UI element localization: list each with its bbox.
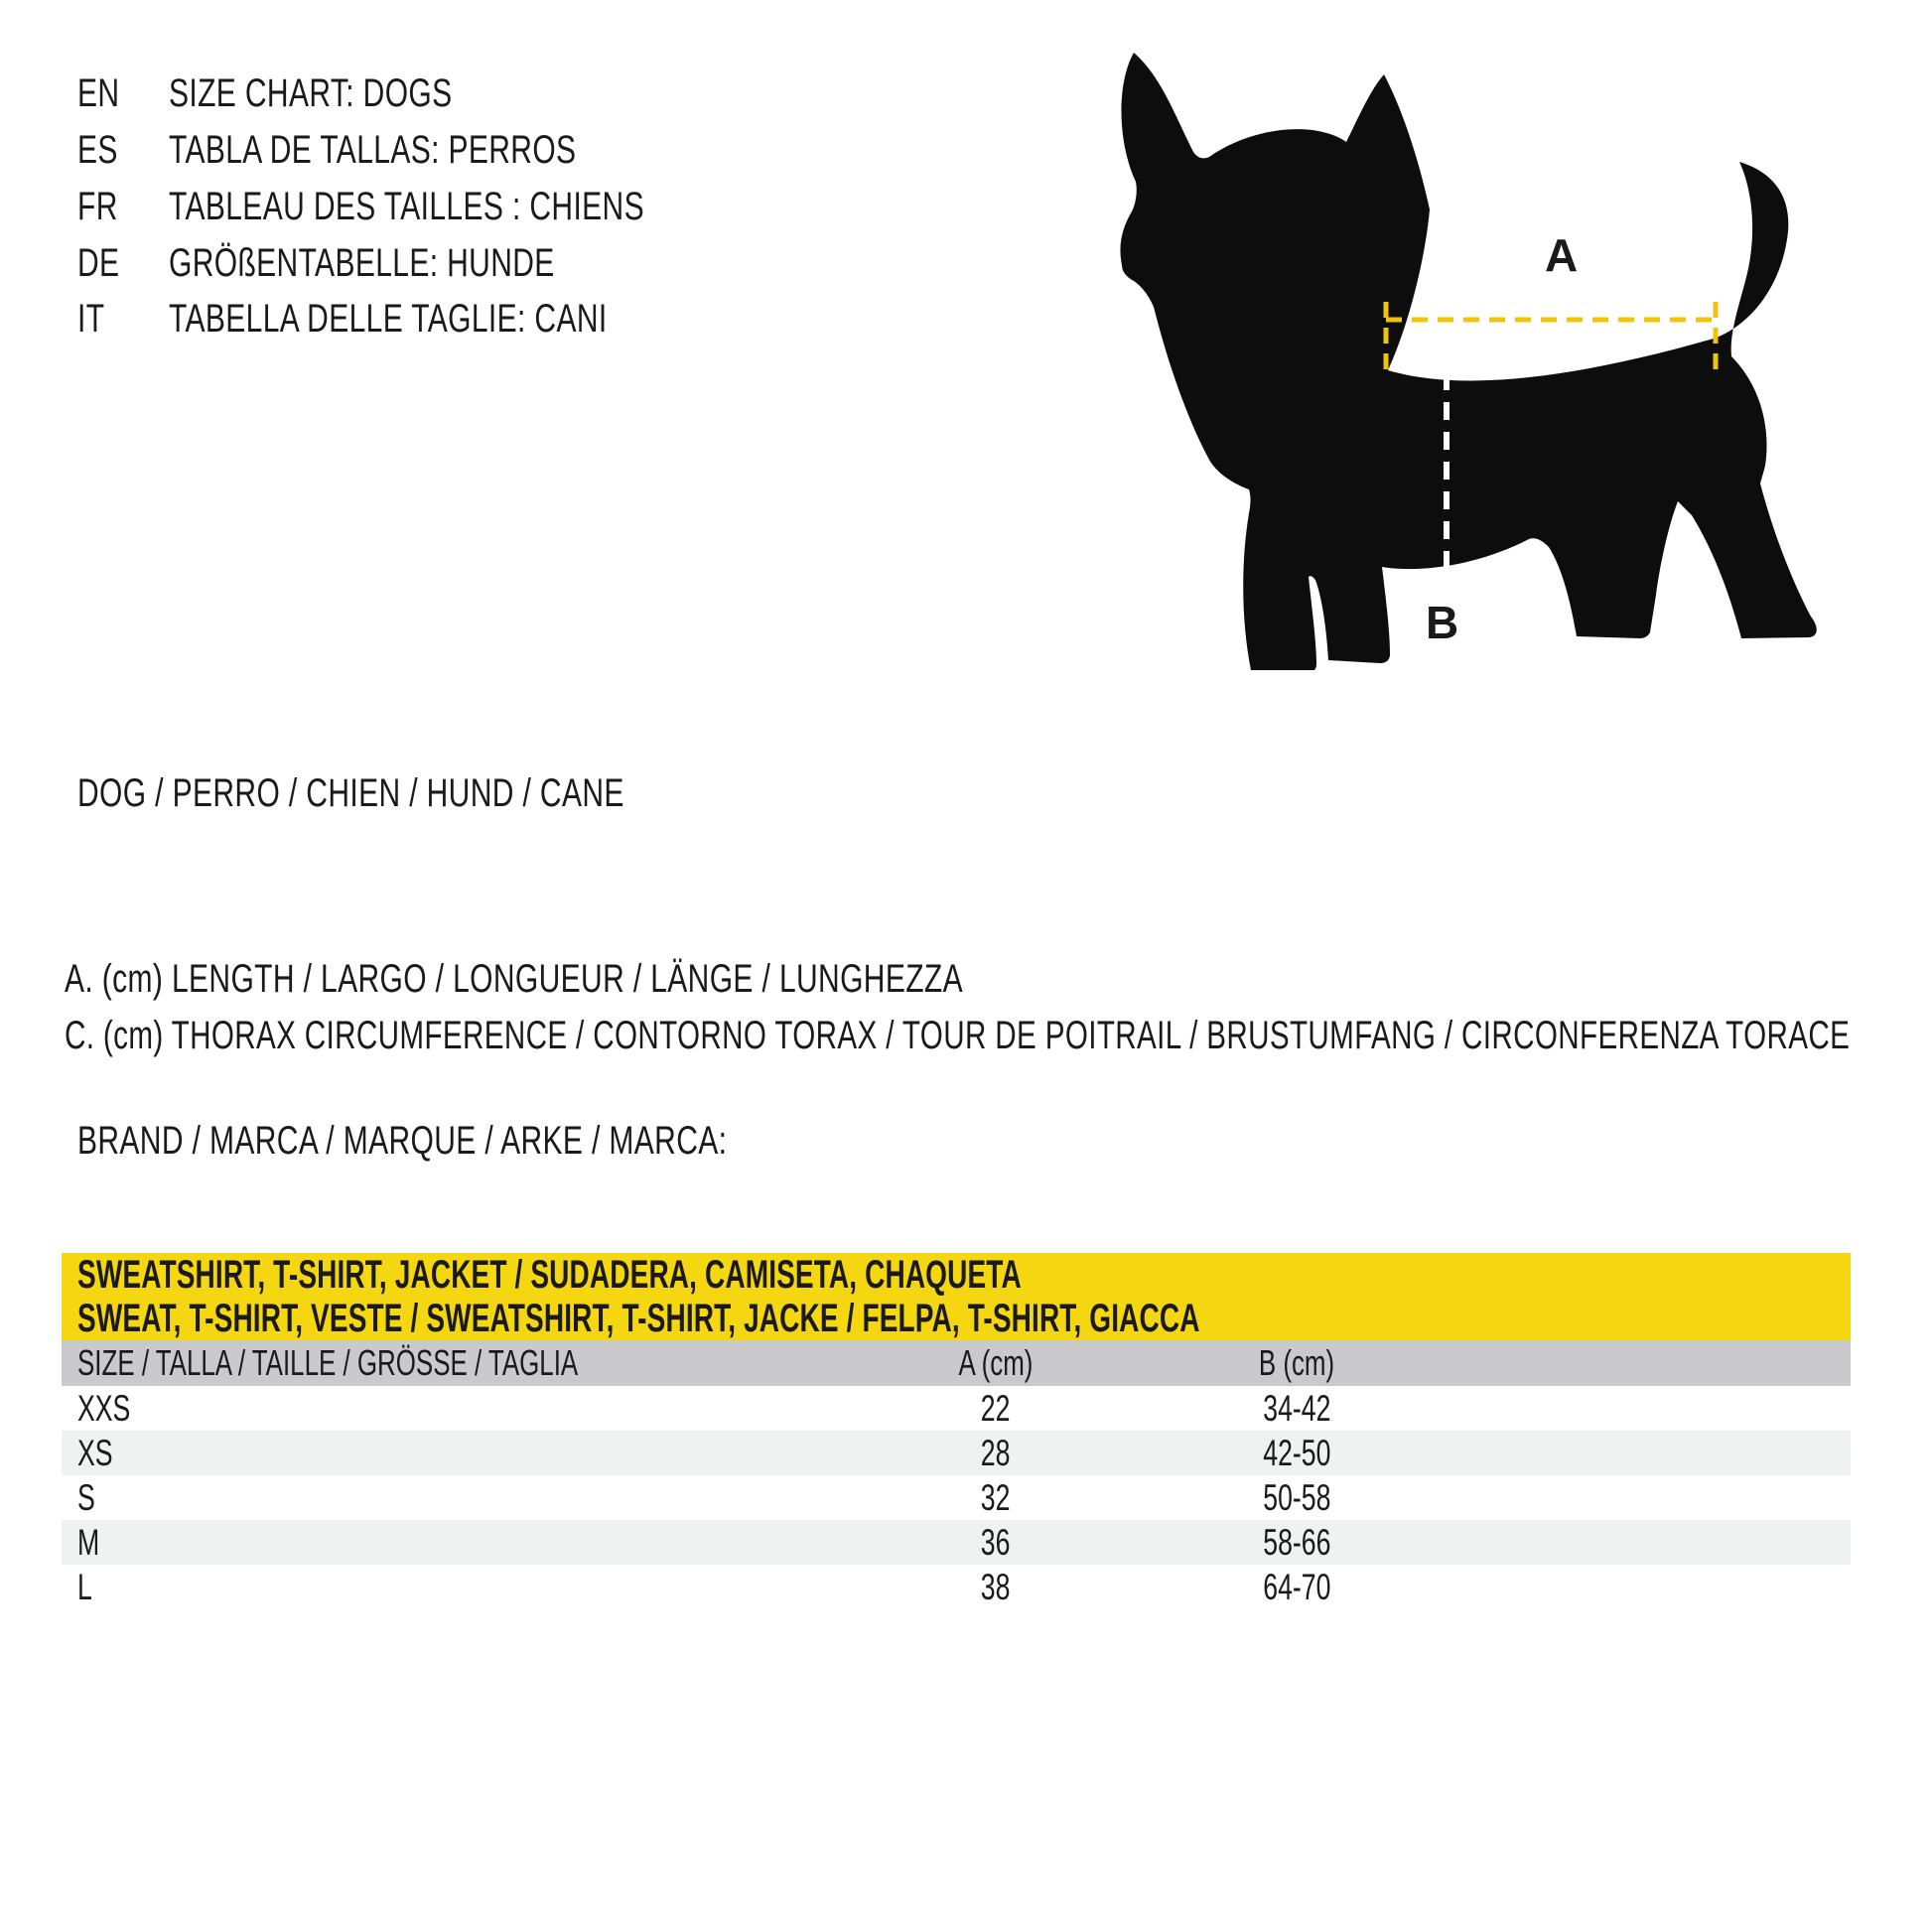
cell-size: XXS (77, 1387, 131, 1429)
cell-size: M (77, 1521, 100, 1563)
cell-a: 36 (981, 1521, 1011, 1563)
dog-caption: DOG / PERRO / CHIEN / HUND / CANE (77, 771, 624, 815)
label-b: B (1426, 597, 1459, 648)
garment-type-banner (62, 1253, 1851, 1340)
brand-line: BRAND / MARCA / MARQUE / ARKE / MARCA: (77, 1119, 728, 1163)
dog-measurement-diagram (874, 25, 1866, 670)
cell-b: 64-70 (1262, 1566, 1331, 1607)
language-code: IT (77, 297, 105, 341)
header-a-column: A (cm) (958, 1342, 1034, 1383)
table-row-m (62, 1520, 1851, 1565)
cell-b: 34-42 (1262, 1387, 1331, 1429)
cell-b: 42-50 (1262, 1432, 1331, 1473)
banner-line-2: SWEAT, T-SHIRT, VESTE / SWEATSHIRT, T-SHIRT, JACKE / FELPA, T-SHIRT, GIACCA (77, 1297, 1200, 1340)
cell-b: 50-58 (1262, 1476, 1331, 1518)
cell-a: 32 (981, 1476, 1011, 1518)
language-code: ES (77, 128, 118, 172)
banner-line-1: SWEATSHIRT, T-SHIRT, JACKET / SUDADERA, CAMISETA, CHAQUETA (77, 1253, 1022, 1297)
header-b-column: B (cm) (1258, 1342, 1335, 1383)
table-row-xxs (62, 1386, 1851, 1431)
language-title: TABELLA DELLE TAGLIE: CANI (169, 297, 608, 341)
language-title: TABLEAU DES TAILLES : CHIENS (169, 185, 644, 228)
cell-size: S (77, 1476, 95, 1518)
cell-size: L (77, 1566, 92, 1607)
language-title: GRÖßENTABELLE: HUNDE (169, 241, 555, 285)
size-table-body (62, 1386, 1851, 1609)
cell-a: 28 (981, 1432, 1011, 1473)
measure-legend-a: A. (cm) LENGTH / LARGO / LONGUEUR / LÄNGE / LUNGHEZZA (65, 957, 964, 1001)
table-row-xs (62, 1431, 1851, 1475)
cell-b: 58-66 (1262, 1521, 1331, 1563)
dog-silhouette (1120, 53, 1816, 670)
cell-a: 38 (981, 1566, 1011, 1607)
table-row-l (62, 1565, 1851, 1609)
header-size-column: SIZE / TALLA / TAILLE / GRÖSSE / TAGLIA (77, 1342, 579, 1383)
language-code: EN (77, 71, 120, 115)
cell-size: XS (77, 1432, 113, 1473)
language-code: DE (77, 241, 120, 285)
cell-a: 22 (981, 1387, 1011, 1429)
dog-diagram-svg (874, 25, 1866, 670)
language-title: TABLA DE TALLAS: PERROS (169, 128, 577, 172)
size-table-header (62, 1340, 1851, 1386)
language-title: SIZE CHART: DOGS (169, 71, 453, 115)
measure-legend-c: C. (cm) THORAX CIRCUMFERENCE / CONTORNO TORAX / TOUR DE POITRAIL / BRUSTUMFANG / CIRCONFERENZA TORACE (65, 1014, 1851, 1057)
label-a: A (1545, 229, 1579, 281)
table-row-s (62, 1475, 1851, 1520)
language-code: FR (77, 185, 118, 228)
